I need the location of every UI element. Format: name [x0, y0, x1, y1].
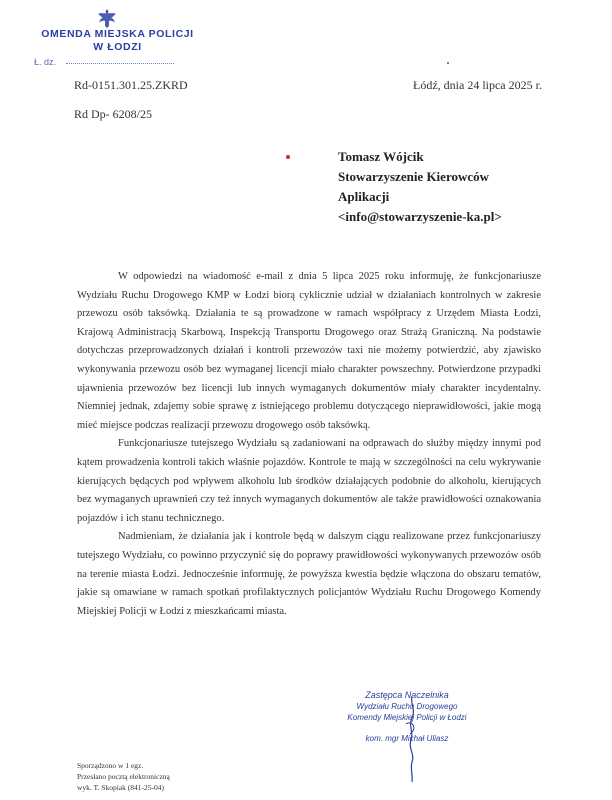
addressee-email: <info@stowarzyszenie-ka.pl> — [338, 209, 502, 224]
body-paragraph-2: Funkcjonariusze tutejszego Wydziału są zadaniowani na odprawach do służby między innymi pod kątem prowadzenia kontroli takich właśnie pojazdów. Kontrole te mają w szczególności na celu wykrywanie kierujących będących pod wpływem alkoholu lub środków działających podobnie do alkoholu, kierujących bez wymaganych uprawnień czy też innych wymaganych dokumentów ale także prawidłowości oznakowania pojazdów i ich stanu technicznego. — [77, 438, 541, 524]
footer-line1: Sporządzono w 1 egz. — [77, 761, 144, 770]
addressee-name: Tomasz Wójcik — [338, 149, 424, 164]
stamp-line2: W ŁODZI — [93, 41, 142, 53]
polish-eagle-emblem-icon — [95, 6, 119, 30]
addressee-org-line2: Aplikacji — [338, 189, 390, 204]
body-paragraph-1: W odpowiedzi na wiadomość e-mail z dnia 5 lipca 2025 roku informuję, że funkcjonariusze Wydziału Ruchu Drogowego KMP w Łodzi biorą cyklicznie udział w działaniach kontrolnych w zakresie przewozu osób taksówką. Działania te są prowadzone w ramach współpracy z Urzędem Miasta Łodzi, Krajową Administracją Skarbową, Inspekcją Transportu Drogowego oraz Strażą Graniczną. Na podstawie dotychczas przeprowadzonych działań i kontroli przewozów taxi nie możemy potwierdzić, aby zjawisko wykonywania przewozu osób bez wymaganej licencji miało charakter powszechny. Potwierdzone przypadki ujawnienia przewozów bez licencji lub innych wymaganych dokumentów miały charakter incydentalny. Niemniej jednak, zdajemy sobie sprawę z istniejącego problemu dotyczącego nieprawidłowości, jakie mogą mieć miejsce podczas realizacji przewozu drogowego osób taksówką. — [77, 271, 541, 431]
stamp-line1: OMENDA MIEJSKA POLICJI — [41, 28, 194, 40]
signature-line3: Komendy Miejskiej Policji w Łodzi — [347, 713, 467, 722]
reference-number: Rd-0151.301.25.ZKRD — [74, 78, 188, 92]
footer-line2: Przesłano pocztą elektroniczną — [77, 772, 170, 781]
footer-line3: wyk. T. Skopiak (841-25-04) — [77, 783, 165, 792]
red-mark — [286, 155, 290, 159]
signature-name: kom. mgr Michał Uliasz — [365, 734, 449, 743]
addressee-org-line1: Stowarzyszenie Kierowców — [338, 169, 490, 184]
signature-line2: Wydziału Ruchu Drogowego — [356, 702, 458, 711]
body-paragraph-3: Nadmieniam, że działania jak i kontrole będą w dalszym ciągu realizowane przez funkcjonariuszy tutejszego Wydziału, co powinno przyczynić się do poprawy prawidłowości wykonywanych przewozów osób na terenie miasta Łodzi. Jednocześnie informuję, że powyższa kwestia będzie włączona do obszaru tematów, jakie są omawiane w ramach spotkań profilaktycznych policjantów Wydziału Ruchu Drogowego Komendy Miejskiej Policji w Łodzi z mieszkańcami miasta. — [77, 531, 541, 617]
stamp-dotted-line — [66, 63, 174, 64]
stamp-place: Ł. dz. — [34, 57, 57, 67]
signature-title: Zastępca Naczelnika — [365, 690, 449, 700]
letter-body — [77, 268, 541, 621]
speck-mark — [447, 62, 449, 64]
police-stamp — [30, 28, 205, 53]
case-number: Rd Dp- 6208/25 — [74, 107, 152, 121]
place-date: Łódź, dnia 24 lipca 2025 r. — [413, 78, 542, 92]
signature-stamp — [318, 690, 496, 744]
footer-notes — [77, 760, 170, 793]
addressee-block — [338, 147, 502, 227]
